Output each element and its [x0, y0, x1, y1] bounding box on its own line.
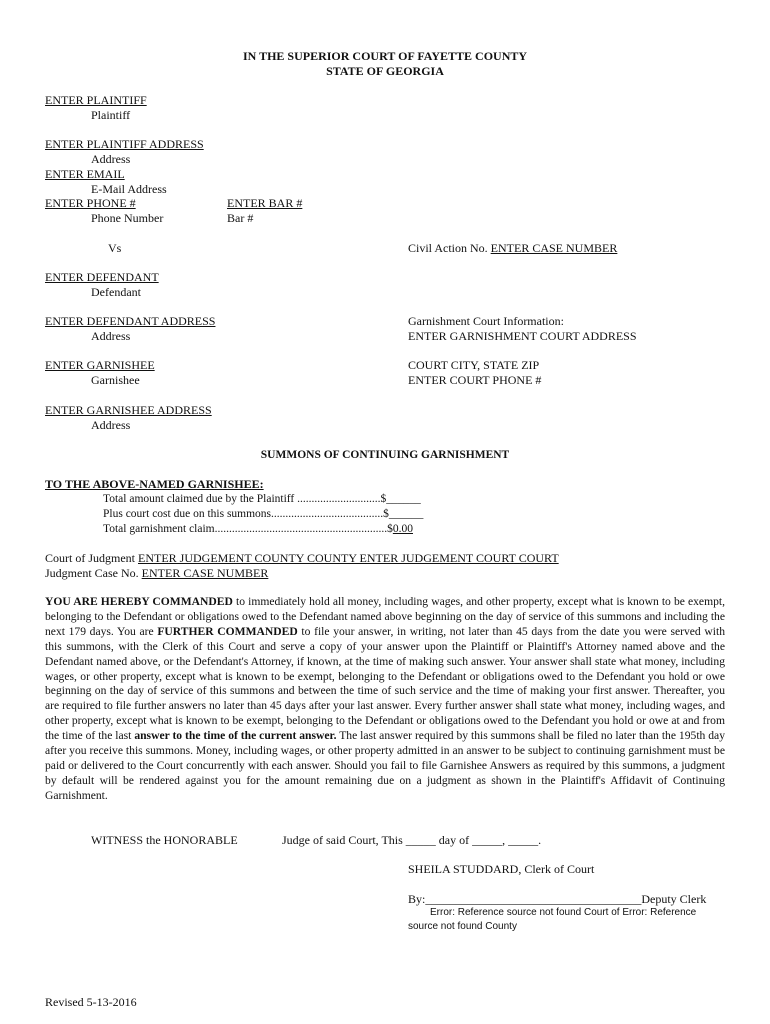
case-number-field[interactable]: ENTER CASE NUMBER — [490, 241, 618, 255]
plaintiff-address-field[interactable]: ENTER PLAINTIFF ADDRESS — [45, 137, 204, 151]
judgment-case-label: Judgment Case No. — [45, 566, 139, 580]
court-of-judgment-line — [45, 551, 559, 565]
state-title: STATE OF GEORGIA — [326, 64, 444, 78]
judgment-court-field[interactable]: ENTER JUDGEMENT COUNTY COUNTY ENTER JUDGEMENT COURT COURT — [138, 551, 559, 565]
command-text-2: to file your answer, in writing, not later than 45 days from the date you were served with this summons, with the Clerk of this Court and serve a copy of your answer upon the Plaintiff or Plaintiff's Attorney named above and the Defendant named above, or the Defendant's Attorney, if known, at the time of making such answer. Your answer shall state what money, including wages, or other property, except what is known to be exempt, belonging to the Defendant or obligations owed to the Defendant you hold or owe beginning on the day of service of this summons and between the time of such service and the time of making your first answer. Thereafter, you are required to file further answers no later than 45 days after your last answer. Every further answer shall state what money, including wages, and other property, except what is known to be exempt, belonging to the Defendant or obligations owed to the Defendant you hold or owe at and from the time of the last — [45, 624, 725, 743]
garnishee-label: Garnishee — [91, 373, 140, 387]
judgment-case-line — [45, 566, 268, 580]
command-paragraph — [45, 595, 725, 804]
total-claim-value: 0.00 — [392, 523, 413, 535]
witness-label: WITNESS the HONORABLE — [91, 833, 238, 847]
summons-title: SUMMONS OF CONTINUING GARNISHMENT — [260, 449, 510, 461]
email-label: E-Mail Address — [91, 182, 167, 196]
phone-label: Phone Number — [91, 211, 164, 225]
judge-date-line[interactable]: Judge of said Court, This _____ day of _____, _____. — [282, 833, 542, 847]
bar-label: Bar # — [227, 211, 254, 225]
clerk-name: SHEILA STUDDARD, Clerk of Court — [408, 862, 595, 876]
command-text-3: The last answer required by this summons shall be filed no later than the 195th day after you receive this summons. Money, including wages, or other property admitted in an answer to be subject to continuing garnishment must be paid or delivered to the Court concurrently with each answer. Should you fail to file Garnishee Answers as required by this summons, a judgment by default will be rendered against you for the amount remaining due on a judgment as shown in the Plaintiff's Affidavit of Continuing Garnishment. — [45, 729, 726, 802]
plaintiff-address-label: Address — [91, 152, 131, 166]
amount-claimed-field[interactable]: ______ — [386, 493, 421, 505]
defendant-address-label: Address — [91, 329, 131, 343]
command-bold-3: answer to the time of the current answer. — [134, 729, 337, 743]
claim-line-cost — [103, 507, 423, 521]
court-cost-label: Plus court cost due on this summons.......................................$ — [103, 508, 389, 520]
command-bold-2: FURTHER COMMANDED — [157, 624, 298, 638]
to-garnishee-heading: TO THE ABOVE-NAMED GARNISHEE: — [45, 477, 264, 491]
phone-field[interactable]: ENTER PHONE # — [45, 196, 136, 210]
garnishee-address-field[interactable]: ENTER GARNISHEE ADDRESS — [45, 403, 212, 417]
judgment-case-field[interactable]: ENTER CASE NUMBER — [141, 566, 269, 580]
email-field[interactable]: ENTER EMAIL — [45, 167, 125, 181]
amount-claimed-label: Total amount claimed due by the Plaintiff .............................$ — [103, 493, 387, 505]
court-cost-field[interactable]: ______ — [388, 508, 424, 520]
court-of-judgment-label: Court of Judgment — [45, 551, 135, 565]
deputy-clerk-signature-line[interactable]: By:____________________________________Deputy Clerk — [408, 892, 707, 906]
plaintiff-name-field[interactable]: ENTER PLAINTIFF — [45, 93, 147, 107]
court-title: IN THE SUPERIOR COURT OF FAYETTE COUNTY — [242, 49, 528, 63]
plaintiff-label: Plaintiff — [91, 108, 131, 122]
bar-number-field[interactable]: ENTER BAR # — [227, 196, 303, 210]
defendant-label: Defendant — [91, 285, 141, 299]
court-city-field[interactable]: COURT CITY, STATE ZIP — [408, 358, 540, 372]
garnishee-address-label: Address — [91, 418, 131, 432]
revised-date: Revised 5-13-2016 — [45, 995, 137, 1009]
court-info-label: Garnishment Court Information: — [408, 314, 564, 328]
versus-text: Vs — [108, 241, 122, 255]
command-bold-1: YOU ARE HEREBY COMMANDED — [45, 595, 233, 608]
command-text-1: to immediately hold all money, including wages, and other property, except what is known to be exempt, belonging to the Defendant or obligations owed to the Defendant named above beginning on the day of service of this summons and including the next 179 days. You are — [45, 595, 726, 638]
garnishee-name-field[interactable]: ENTER GARNISHEE — [45, 358, 155, 372]
defendant-name-field[interactable]: ENTER DEFENDANT — [45, 270, 159, 284]
civil-action-label: Civil Action No. — [408, 241, 488, 255]
reference-error-line-1: Error: Reference source not found Court of Error: Reference — [430, 907, 697, 918]
defendant-address-field[interactable]: ENTER DEFENDANT ADDRESS — [45, 314, 216, 328]
court-address-field[interactable]: ENTER GARNISHMENT COURT ADDRESS — [408, 329, 637, 343]
civil-action-line — [408, 241, 617, 255]
claim-line-amount — [103, 492, 421, 506]
reference-error-line-2: source not found County — [408, 921, 517, 932]
claim-line-total — [103, 522, 413, 536]
total-claim-label: Total garnishment claim............................................................$ — [103, 523, 393, 535]
court-phone-field[interactable]: ENTER COURT PHONE # — [408, 373, 542, 387]
